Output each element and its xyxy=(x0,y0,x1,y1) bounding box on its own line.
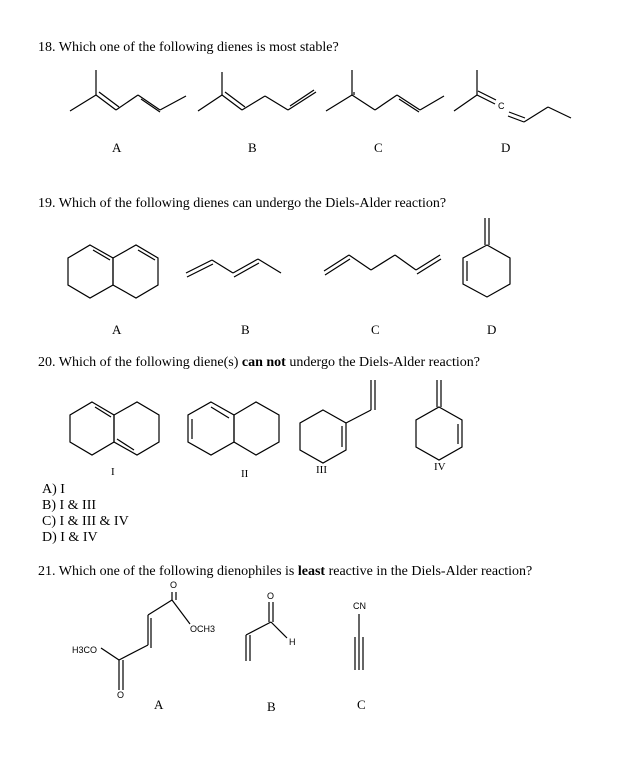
q20-structure-iv xyxy=(416,380,462,460)
q21-b-hydrogen: H xyxy=(289,637,296,647)
question-21-text-pre: 21. Which one of the following dienophiles is xyxy=(38,564,298,579)
q19-structure-d xyxy=(463,218,510,297)
q20-label-ii: II xyxy=(241,468,249,480)
q21-b-oxygen: O xyxy=(267,591,275,601)
q19-option-a: A xyxy=(112,322,122,337)
q20-answer-b: B) I & III xyxy=(42,498,97,513)
q18-structure-a xyxy=(70,70,186,112)
q21-option-b: B xyxy=(267,699,276,714)
q21-option-a: A xyxy=(154,697,164,712)
q20-structure-iii xyxy=(300,380,375,463)
question-21-text-post: reactive in the Diels-Alder reaction? xyxy=(325,564,533,579)
q18-option-a: A xyxy=(112,140,122,155)
q21-a-oxygen-top: O xyxy=(170,580,178,590)
q18-d-carbon-label: C xyxy=(498,101,505,111)
q21-structure-c xyxy=(355,614,363,670)
q19-structure-a xyxy=(68,245,158,298)
q19-structure-b xyxy=(186,259,281,277)
q20-answer-d: D) I & IV xyxy=(42,530,98,545)
q20-label-iii: III xyxy=(316,464,327,476)
q20-structure-i xyxy=(70,402,159,455)
q20-answer-c: C) I & III & IV xyxy=(42,514,129,529)
question-19-text: 19. Which of the following dienes can undergo the Diels-Alder reaction? xyxy=(38,196,447,211)
question-20-text-post: undergo the Diels-Alder reaction? xyxy=(285,355,480,370)
question-20-text-bold: can not xyxy=(241,355,286,370)
q18-structure-b xyxy=(198,72,316,111)
q19-structure-c xyxy=(324,255,441,275)
q18-structure-d xyxy=(454,70,571,122)
q21-c-cn: CN xyxy=(353,601,366,611)
q18-option-b: B xyxy=(248,140,257,155)
q21-a-h3co: H3CO xyxy=(72,645,98,655)
q21-structure-a xyxy=(101,592,190,690)
q18-option-c: C xyxy=(374,140,383,155)
q20-label-i: I xyxy=(111,466,115,478)
q20-structure-ii xyxy=(188,402,279,455)
q19-option-d: D xyxy=(487,322,497,337)
q19-option-b: B xyxy=(241,322,250,337)
q19-option-c: C xyxy=(371,322,380,337)
q18-structure-c xyxy=(326,70,444,112)
q21-a-och3: OCH3 xyxy=(190,624,216,634)
q21-a-oxygen-bottom: O xyxy=(117,690,125,700)
q18-option-d: D xyxy=(501,140,511,155)
question-21-text-bold: least xyxy=(297,564,326,579)
q20-answer-a: A) I xyxy=(42,482,65,497)
q21-option-c: C xyxy=(357,697,366,712)
q21-structure-b xyxy=(246,602,287,661)
q20-label-iv: IV xyxy=(434,461,446,473)
question-20-text-pre: 20. Which of the following diene(s) xyxy=(38,355,242,370)
question-18-text: 18. Which one of the following dienes is most stable? xyxy=(38,40,339,55)
